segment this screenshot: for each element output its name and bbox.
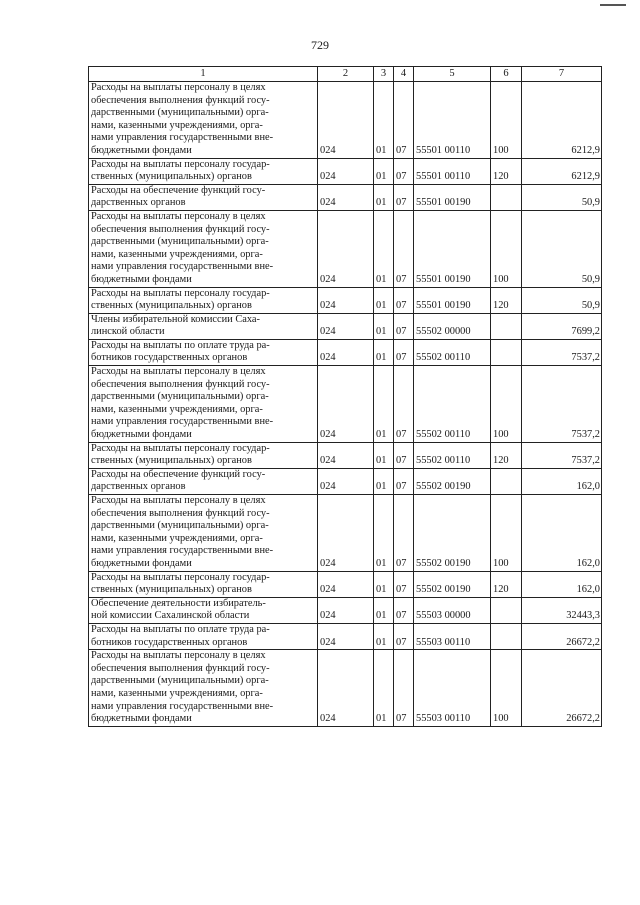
cell-expense-type [491,313,522,339]
header-col-7: 7 [522,67,602,82]
description-line: Расходы на выплаты персоналу в целях [91,650,266,662]
cell-expense-type: 100 [491,210,522,287]
cell-section: 01 [374,339,394,365]
table-row [89,210,602,287]
cell-subsection: 07 [394,313,414,339]
cell-subsection: 07 [394,442,414,468]
cell-ministry-code: 024 [318,571,374,597]
cell-expense-type: 100 [491,495,522,572]
description-line: нами, казенными учреждениями, орга- [91,403,263,415]
description-line: ственных (муниципальных) органов [91,584,252,596]
cell-section: 01 [374,650,394,727]
description-line: Расходы на выплаты персоналу в целях [91,82,266,93]
description-line: нами управления государственными вне- [91,700,274,712]
table-row [89,442,602,468]
cell-ministry-code: 024 [318,597,374,623]
cell-expense-type: 100 [491,82,522,159]
row-description [89,442,318,468]
description-line: ственных (муниципальных) органов [91,455,252,467]
description-line: дарственными (муниципальными) орга- [91,236,269,248]
row-description [89,158,318,184]
cell-section: 01 [374,82,394,159]
cell-amount: 162,0 [522,468,602,494]
description-line: нами, казенными учреждениями, орга- [91,119,263,131]
table-row [89,650,602,727]
description-line: Расходы на выплаты персоналу государ- [91,158,270,170]
description-line: Расходы на выплаты по оплате труда ра- [91,623,270,635]
description-line: Расходы на выплаты персоналу государ- [91,571,270,583]
description-line: ственных (муниципальных) органов [91,171,252,183]
description-line: бюджетными фондами [91,557,192,569]
description-line: Члены избирательной комиссии Саха- [91,313,260,325]
cell-amount: 26672,2 [522,650,602,727]
description-line: ботников государственных органов [91,636,248,648]
description-line: обеспечения выполнения функций госу- [91,223,270,235]
cell-amount: 32443,3 [522,597,602,623]
description-line: дарственными (муниципальными) орга- [91,520,269,532]
cell-target-article: 55501 00190 [414,210,491,287]
cell-section: 01 [374,210,394,287]
cell-section: 01 [374,287,394,313]
table-row [89,184,602,210]
row-description [89,210,318,287]
row-description [89,366,318,443]
description-line: обеспечения выполнения функций госу- [91,378,270,390]
budget-table [88,66,602,727]
cell-target-article: 55503 00110 [414,623,491,649]
cell-ministry-code: 024 [318,442,374,468]
cell-subsection: 07 [394,366,414,443]
cell-target-article: 55501 00190 [414,184,491,210]
row-description [89,650,318,727]
cell-subsection: 07 [394,623,414,649]
cell-amount: 162,0 [522,571,602,597]
cell-section: 01 [374,623,394,649]
description-line: обеспечения выполнения функций госу- [91,94,270,106]
cell-amount: 50,9 [522,184,602,210]
cell-target-article: 55501 00110 [414,82,491,159]
table-row [89,468,602,494]
cell-target-article: 55502 00110 [414,366,491,443]
table-row [89,623,602,649]
cell-amount: 26672,2 [522,623,602,649]
cell-target-article: 55502 00190 [414,495,491,572]
cell-ministry-code: 024 [318,623,374,649]
row-description [89,184,318,210]
cell-ministry-code: 024 [318,313,374,339]
cell-expense-type: 100 [491,366,522,443]
cell-subsection: 07 [394,650,414,727]
description-line: нами, казенными учреждениями, орга- [91,248,263,260]
cell-subsection: 07 [394,82,414,159]
description-line: дарственных органов [91,197,186,209]
header-col-1: 1 [89,67,318,82]
cell-amount: 7537,2 [522,442,602,468]
description-line: линской области [91,326,165,338]
page-number: 729 [311,38,329,52]
table-row [89,495,602,572]
cell-amount: 7537,2 [522,339,602,365]
description-line: Расходы на выплаты персоналу в целях [91,210,266,222]
cell-ministry-code: 024 [318,339,374,365]
description-line: ственных (муниципальных) органов [91,300,252,312]
description-line: обеспечения выполнения функций госу- [91,662,270,674]
description-line: обеспечения выполнения функций госу- [91,507,270,519]
cell-section: 01 [374,184,394,210]
cell-amount: 6212,9 [522,158,602,184]
description-line: Расходы на выплаты персоналу в целях [91,366,266,378]
description-line: ботников государственных органов [91,352,248,364]
cell-subsection: 07 [394,468,414,494]
cell-ministry-code: 024 [318,158,374,184]
row-description [89,313,318,339]
cell-amount: 50,9 [522,210,602,287]
row-description [89,468,318,494]
cell-ministry-code: 024 [318,287,374,313]
cell-target-article: 55502 00000 [414,313,491,339]
description-line: Расходы на выплаты персоналу государ- [91,287,270,299]
cell-target-article: 55503 00110 [414,650,491,727]
cell-expense-type [491,468,522,494]
description-line: Расходы на выплаты по оплате труда ра- [91,339,270,351]
row-description [89,623,318,649]
description-line: дарственными (муниципальными) орга- [91,391,269,403]
description-line: нами управления государственными вне- [91,416,274,428]
header-col-3: 3 [374,67,394,82]
cell-section: 01 [374,366,394,443]
cell-ministry-code: 024 [318,82,374,159]
scan-corner-mark [600,4,626,6]
cell-section: 01 [374,442,394,468]
cell-ministry-code: 024 [318,468,374,494]
header-col-5: 5 [414,67,491,82]
table-row [89,313,602,339]
description-line: дарственных органов [91,481,186,493]
cell-target-article: 55502 00110 [414,339,491,365]
cell-target-article: 55501 00190 [414,287,491,313]
table-row [89,287,602,313]
cell-expense-type [491,623,522,649]
cell-subsection: 07 [394,571,414,597]
header-col-2: 2 [318,67,374,82]
header-col-6: 6 [491,67,522,82]
description-line: нами, казенными учреждениями, орга- [91,532,263,544]
row-description [89,495,318,572]
cell-expense-type: 120 [491,287,522,313]
header-col-4: 4 [394,67,414,82]
cell-expense-type [491,339,522,365]
table-header-row [89,67,602,82]
cell-target-article: 55502 00190 [414,571,491,597]
cell-target-article: 55503 00000 [414,597,491,623]
cell-amount: 162,0 [522,495,602,572]
cell-expense-type [491,597,522,623]
cell-ministry-code: 024 [318,650,374,727]
cell-ministry-code: 024 [318,184,374,210]
cell-expense-type: 100 [491,650,522,727]
row-description [89,597,318,623]
cell-subsection: 07 [394,287,414,313]
cell-amount: 50,9 [522,287,602,313]
description-line: Расходы на выплаты персоналу государ- [91,442,270,454]
cell-section: 01 [374,158,394,184]
cell-subsection: 07 [394,158,414,184]
table-row [89,82,602,159]
row-description [89,571,318,597]
description-line: Расходы на выплаты персоналу в целях [91,495,266,506]
description-line: дарственными (муниципальными) орга- [91,675,269,687]
row-description [89,339,318,365]
cell-expense-type: 120 [491,442,522,468]
cell-expense-type: 120 [491,571,522,597]
cell-section: 01 [374,495,394,572]
cell-subsection: 07 [394,339,414,365]
cell-amount: 6212,9 [522,82,602,159]
description-line: бюджетными фондами [91,713,192,725]
description-line: нами, казенными учреждениями, орга- [91,687,263,699]
description-line: бюджетными фондами [91,429,192,441]
table-row [89,597,602,623]
cell-ministry-code: 024 [318,210,374,287]
cell-target-article: 55501 00110 [414,158,491,184]
cell-subsection: 07 [394,210,414,287]
cell-subsection: 07 [394,184,414,210]
cell-expense-type: 120 [491,158,522,184]
cell-section: 01 [374,571,394,597]
cell-section: 01 [374,468,394,494]
cell-amount: 7699,2 [522,313,602,339]
description-line: дарственными (муниципальными) орга- [91,107,269,119]
description-line: Расходы на обеспечение функций госу- [91,468,266,480]
description-line: нами управления государственными вне- [91,132,274,144]
table-row [89,366,602,443]
cell-section: 01 [374,313,394,339]
cell-subsection: 07 [394,495,414,572]
description-line: нами управления государственными вне- [91,545,274,557]
cell-section: 01 [374,597,394,623]
cell-ministry-code: 024 [318,495,374,572]
cell-amount: 7537,2 [522,366,602,443]
cell-subsection: 07 [394,597,414,623]
description-line: бюджетными фондами [91,273,192,285]
table-body [89,82,602,727]
table-row [89,339,602,365]
table-row [89,571,602,597]
cell-target-article: 55502 00190 [414,468,491,494]
cell-expense-type [491,184,522,210]
row-description [89,82,318,159]
description-line: нами управления государственными вне- [91,261,274,273]
description-line: ной комиссии Сахалинской области [91,610,250,622]
cell-target-article: 55502 00110 [414,442,491,468]
description-line: Обеспечение деятельности избиратель- [91,597,266,609]
table-row [89,158,602,184]
cell-ministry-code: 024 [318,366,374,443]
description-line: Расходы на обеспечение функций госу- [91,184,266,196]
description-line: бюджетными фондами [91,144,192,156]
row-description [89,287,318,313]
